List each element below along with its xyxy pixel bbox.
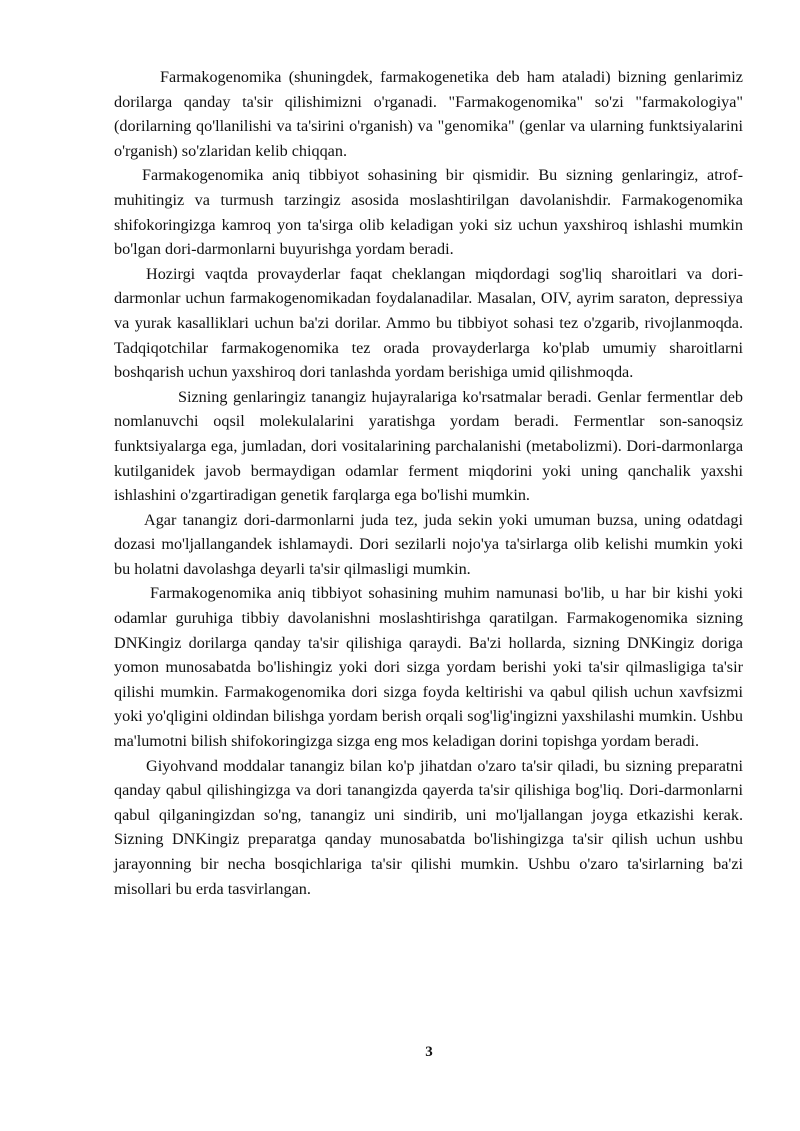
page-body (114, 65, 743, 901)
paragraph-6: Farmakogenomika aniq tibbiyot sohasining muhim namunasi bo'lib, u har bir kishi yoki odamlar guruhiga tibbiy davolanishni moslashtirishga qaratilgan. Farmakogenomika sizning DNKingiz dorilarga qanday ta'sir qilishiga qaraydi. Ba'zi hollarda, sizning DNKingiz doriga yomon munosabatda bo'lishingiz yoki dori sizga yordam berishi yoki ta'sir qilmasligiga ta'sir qilishi mumkin. Farmakogenomika dori sizga foyda keltirishi va qabul qilish uchun xavfsizmi yoki yo'qligini oldindan bilishga yordam berish orqali sog'lig'ingizni yaxshilashi mumkin. Ushbu ma'lumotni bilish shifokoringizga sizga eng mos keladigan dorini topishga yordam beradi. (114, 584, 743, 751)
paragraph-3: Hozirgi vaqtda provayderlar faqat cheklangan miqdordagi sog'liq sharoitlari va dori-darmonlar uchun farmakogenomikadan foydalanadilar. Masalan, OIV, ayrim saraton, depressiya va yurak kasalliklari uchun ba'zi dorilar. Ammo bu tibbiyot sohasi tez o'zgarib, rivojlanmoqda. Tadqiqotchilar farmakogenomika tez orada provayderlarga ko'plab umumiy sharoitlarni boshqarish uchun yaxshiroq dori tanlashda yordam berishiga umid qilishmoqda. (114, 264, 743, 382)
paragraph-7: Giyohvand moddalar tanangiz bilan ko'p jihatdan o'zaro ta'sir qiladi, bu sizning preparatni qanday qabul qilishingizga va dori tanangizda qayerda ta'sir qilishiga bog'liq. Dori-darmonlarni qabul qilganingizdan so'ng, tanangiz uni sindirib, uni mo'ljallangan joyga etkazishi kerak. Sizning DNKingiz preparatga qanday munosabatda bo'lishingizga ta'sir qilish uchun ushbu jarayonning bir necha bosqichlariga ta'sir qilishi mumkin. Ushbu o'zaro ta'sirlarning ba'zi misollari bu erda tasvirlangan. (114, 756, 743, 898)
paragraph-1: Farmakogenomika (shuningdek, farmakogenetika deb ham ataladi) bizning genlarimiz dorilarga qanday ta'sir qilishimizni o'rganadi. "Farmakogenomika" so'zi "farmakologiya" (dorilarning qo'llanilishi va ta'sirini o'rganish) va "genomika" (genlar va ularning funktsiyalarini o'rganish) so'zlaridan kelib chiqqan. (114, 68, 743, 160)
page-number: 3 (425, 1044, 433, 1060)
paragraph-5: Agar tanangiz dori-darmonlarni juda tez, juda sekin yoki umuman buzsa, uning odatdagi dozasi mo'ljallangandek ishlamaydi. Dori sezilarli nojo'ya ta'sirlarga olib kelishi mumkin yoki bu holatni davolashga deyarli ta'sir qilmasligi mumkin. (114, 510, 743, 578)
paragraph-4: Sizning genlaringiz tanangiz hujayralariga ko'rsatmalar beradi. Genlar fermentlar deb nomlanuvchi oqsil molekulalarini yaratishga yordam beradi. Fermentlar son-sanoqsiz funktsiyalarga ega, jumladan, dori vositalarining parchalanishi (metabolizmi). Dori-darmonlarga kutilganidek javob bermaydigan odamlar ferment miqdorini yoki uning qanchalik yaxshi ishlashini o'zgartiradigan genetik farqlarga ega bo'lishi mumkin. (114, 387, 743, 505)
paragraph-2: Farmakogenomika aniq tibbiyot sohasining bir qismidir. Bu sizning genlaringiz, atrof-muhitingiz va turmush tarzingiz asosida moslashtirilgan davolanishdir. Farmakogenomika shifokoringizga kamroq yon ta'sirga olib keladigan yoki siz uchun yaxshiroq ishlashi mumkin bo'lgan dori-darmonlarni buyurishga yordam beradi. (114, 166, 743, 259)
